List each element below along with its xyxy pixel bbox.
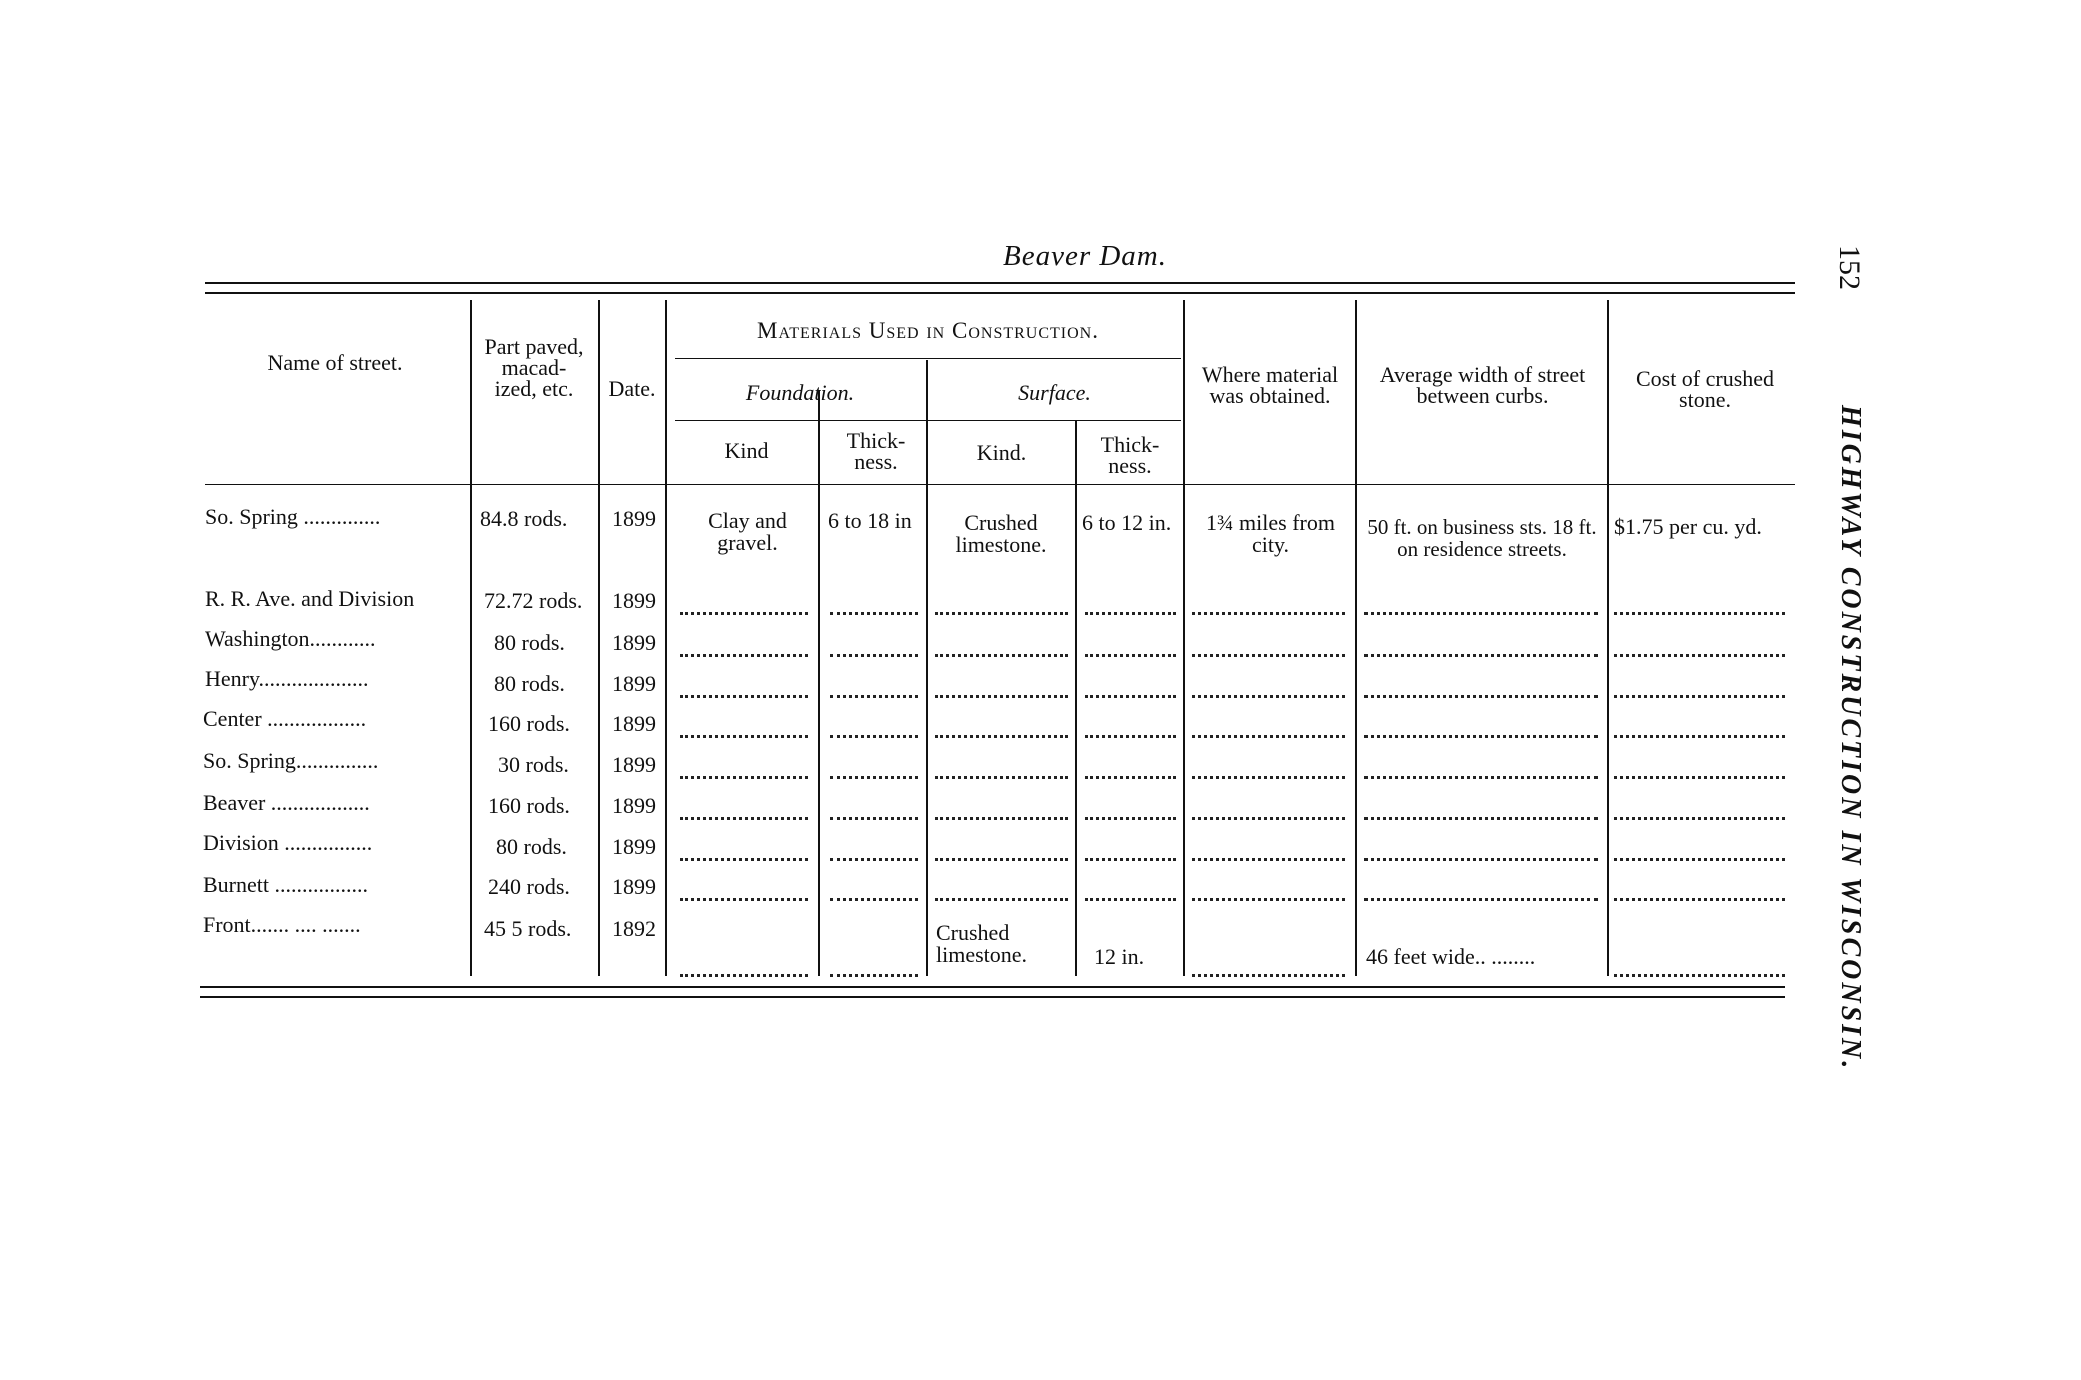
col-rule-2 xyxy=(598,300,600,976)
average-width: 50 ft. on business sts. 18 ft. on residence streets. xyxy=(1367,515,1597,561)
dot-leader xyxy=(1085,898,1176,901)
dot-leader xyxy=(830,858,918,861)
dot-leader xyxy=(1192,695,1345,698)
col-rule-7 xyxy=(1183,300,1185,976)
dot-leader xyxy=(1085,612,1176,615)
cost: $1.75 per cu. yd. xyxy=(1614,514,1762,539)
running-head-text: HIGHWAY CONSTRUCTION IN WISCONSIN. xyxy=(1835,405,1866,1072)
dot-leader xyxy=(1192,898,1345,901)
dot-leader xyxy=(1614,735,1785,738)
dot-leader xyxy=(1085,654,1176,657)
dot-leader xyxy=(1192,858,1345,861)
dot-leader xyxy=(1192,612,1345,615)
dot-leader xyxy=(830,817,918,820)
part-paved: 160 rods. xyxy=(488,793,570,818)
date: 1899 xyxy=(612,752,656,777)
dot-leader xyxy=(1192,654,1345,657)
street-name: Beaver .................. xyxy=(203,790,370,815)
header-materials: Materials Used in Construction. xyxy=(757,318,1099,343)
header-width: Average width of street between curbs. xyxy=(1379,362,1586,408)
foundation-thickness: 6 to 18 in xyxy=(828,508,912,533)
col-rule-3 xyxy=(665,300,667,976)
dot-leader xyxy=(935,654,1068,657)
surface-kind: Crushed limestone. xyxy=(955,510,1047,557)
dot-leader xyxy=(1192,817,1345,820)
dot-leader xyxy=(935,776,1068,779)
dot-leader xyxy=(935,858,1068,861)
dot-leader xyxy=(1364,695,1598,698)
dot-leader xyxy=(830,974,918,977)
header-surf-thick: Thick- ness. xyxy=(1100,432,1160,478)
dot-leader xyxy=(1614,654,1785,657)
date: 1899 xyxy=(612,588,656,613)
street-name: Front....... .... ....... xyxy=(203,912,361,937)
foundation-kind: Clay and gravel. xyxy=(708,508,787,555)
header-found-thick: Thick- ness. xyxy=(846,428,906,474)
street-name: Burnett ................. xyxy=(203,872,368,897)
dot-leader xyxy=(680,612,808,615)
page-number: 152 xyxy=(1833,245,1866,290)
dot-leader xyxy=(1085,735,1176,738)
surface-kind xyxy=(936,922,1071,966)
dot-leader xyxy=(935,735,1068,738)
dot-leader xyxy=(1614,974,1785,977)
date: 1899 xyxy=(612,793,656,818)
header-name: Name of street. xyxy=(267,350,403,375)
part-paved: 30 rods. xyxy=(498,752,569,777)
where-obtained: 1¾ miles from city. xyxy=(1206,510,1335,557)
header-cost: Cost of crushed stone. xyxy=(1635,366,1775,412)
street-name: Division ................ xyxy=(203,830,373,855)
date: 1899 xyxy=(612,711,656,736)
street-name: Washington............ xyxy=(205,626,376,651)
col-rule-9 xyxy=(1607,300,1609,976)
bottom-rule xyxy=(200,986,1785,988)
dot-leader xyxy=(1614,776,1785,779)
col-rule-1 xyxy=(470,300,472,976)
header-foundation: Foundation. xyxy=(745,380,855,405)
dot-leader xyxy=(680,735,808,738)
part-paved: 80 rods. xyxy=(494,630,565,655)
bottom-rule-2 xyxy=(200,996,1785,998)
dot-leader xyxy=(830,776,918,779)
dot-leader xyxy=(1364,654,1598,657)
dot-leader xyxy=(1614,817,1785,820)
part-paved: 80 rods. xyxy=(494,671,565,696)
header-surface: Surface. xyxy=(1018,380,1091,405)
part-paved: 84.8 rods. xyxy=(480,506,568,531)
part-paved: 160 rods. xyxy=(488,711,570,736)
part-paved: 45 5 rods. xyxy=(484,916,572,941)
dot-leader xyxy=(680,898,808,901)
materials-rule xyxy=(675,358,1181,359)
top-rule xyxy=(205,282,1795,284)
date: 1899 xyxy=(612,671,656,696)
header-part: Part paved, macad- ized, etc. xyxy=(484,334,584,401)
dot-leader xyxy=(680,858,808,861)
part-paved: 240 rods. xyxy=(488,874,570,899)
surface-thickness: 6 to 12 in. xyxy=(1082,510,1172,535)
average-width: 46 feet wide.. ........ xyxy=(1366,944,1536,969)
dot-leader xyxy=(1614,898,1785,901)
dot-leader xyxy=(830,898,918,901)
dot-leader xyxy=(1614,612,1785,615)
dot-leader xyxy=(935,695,1068,698)
dot-leader xyxy=(680,695,808,698)
dot-leader xyxy=(1614,695,1785,698)
date: 1899 xyxy=(612,630,656,655)
header-surf-kind: Kind. xyxy=(976,440,1027,465)
dot-leader xyxy=(1364,858,1598,861)
col-rule-4 xyxy=(818,390,820,976)
part-paved: 72.72 rods. xyxy=(484,588,583,613)
dot-leader xyxy=(1192,776,1345,779)
dot-leader xyxy=(1192,974,1345,977)
dot-leader xyxy=(1614,858,1785,861)
dot-leader xyxy=(1085,858,1176,861)
dot-leader xyxy=(1364,612,1598,615)
date: 1892 xyxy=(612,916,656,941)
subhead-rule xyxy=(675,420,1181,421)
surface-thickness: 12 in. xyxy=(1094,944,1145,969)
header-rule xyxy=(205,484,1795,485)
street-name: Henry.................... xyxy=(205,666,369,691)
street-name: Center .................. xyxy=(203,706,367,731)
dot-leader xyxy=(1085,695,1176,698)
dot-leader xyxy=(935,817,1068,820)
dot-leader xyxy=(935,898,1068,901)
dot-leader xyxy=(830,695,918,698)
dot-leader xyxy=(1364,817,1598,820)
header-date: Date. xyxy=(608,376,656,401)
dot-leader xyxy=(830,654,918,657)
dot-leader xyxy=(935,612,1068,615)
dot-leader xyxy=(680,974,808,977)
date: 1899 xyxy=(612,874,656,899)
dot-leader xyxy=(1192,735,1345,738)
header-where: Where material was obtained. xyxy=(1201,362,1339,408)
dot-leader xyxy=(830,735,918,738)
date: 1899 xyxy=(612,834,656,859)
dot-leader xyxy=(1364,898,1598,901)
dot-leader xyxy=(680,776,808,779)
running-head xyxy=(1832,245,1866,1072)
page-title: Beaver Dam. xyxy=(1002,240,1167,272)
top-rule-2 xyxy=(205,292,1795,294)
col-rule-8 xyxy=(1355,300,1357,976)
street-name: So. Spring............... xyxy=(203,748,379,773)
street-name: So. Spring .............. xyxy=(205,504,381,529)
part-paved: 80 rods. xyxy=(496,834,567,859)
dot-leader xyxy=(1364,735,1598,738)
dot-leader xyxy=(830,612,918,615)
street-name: R. R. Ave. and Division xyxy=(205,586,415,611)
date: 1899 xyxy=(612,506,656,531)
col-rule-6 xyxy=(1075,420,1077,976)
dot-leader xyxy=(680,817,808,820)
dot-leader xyxy=(1364,776,1598,779)
dot-leader xyxy=(1085,817,1176,820)
header-found-kind: Kind xyxy=(724,438,769,463)
dot-leader xyxy=(680,654,808,657)
dot-leader xyxy=(1085,776,1176,779)
surface-kind-text: Crushed limestone. xyxy=(936,920,1028,967)
